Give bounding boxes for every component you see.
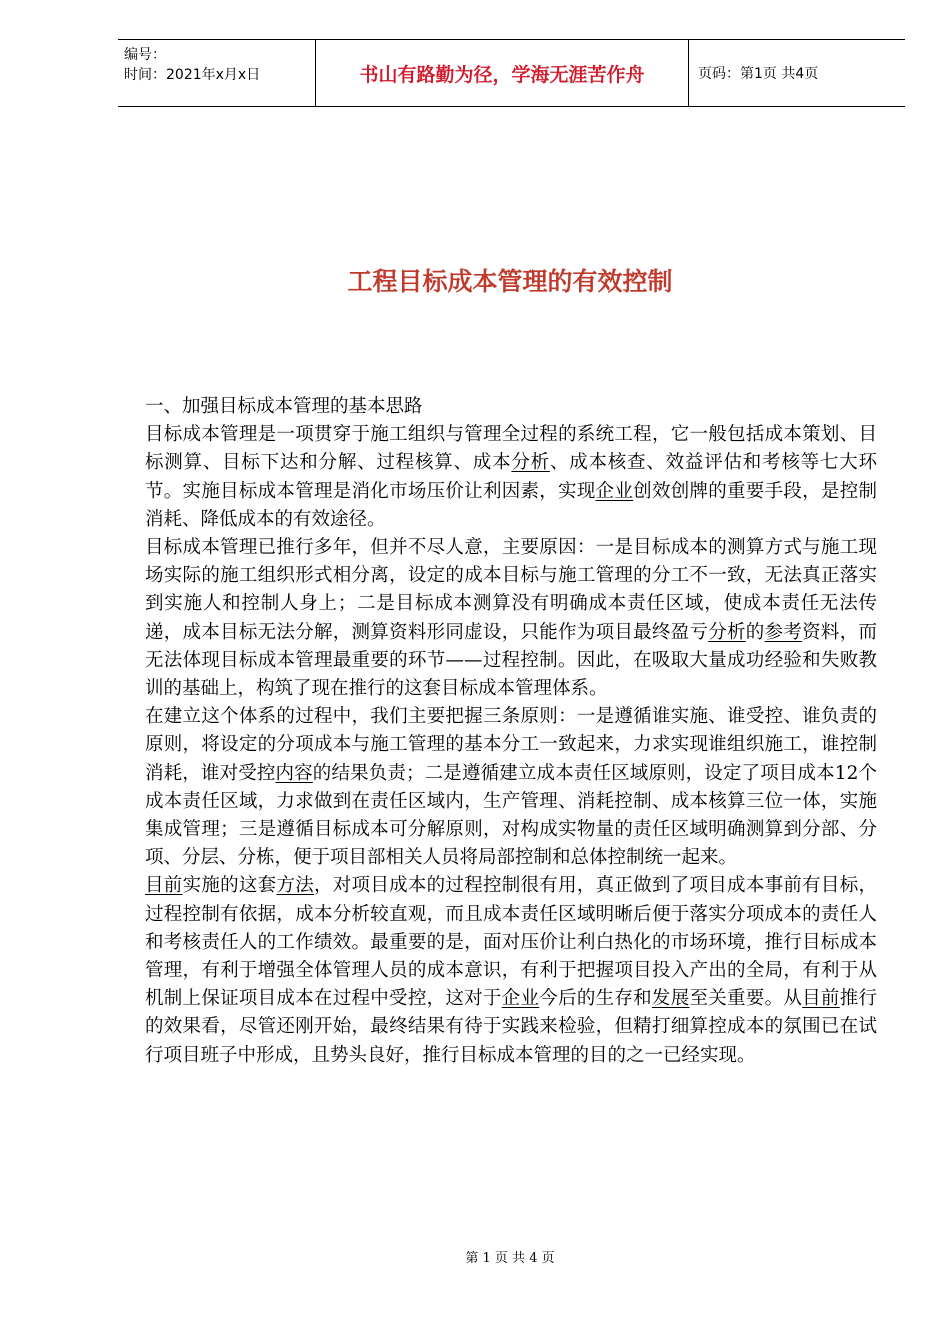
header-page-cell [689, 40, 905, 106]
number-label: 编号： [124, 47, 166, 63]
page-footer: 第 1 页 共 4 页 [465, 1251, 555, 1266]
motto: 书山有路勤为径，学海无涯苦作舟 [359, 63, 645, 86]
time-label: 时间：2021年x月x日 [124, 67, 261, 83]
underlined-term: 目前 [145, 875, 183, 897]
paragraph-text: 的 [745, 621, 765, 643]
paragraph-text: 的结果负责；二是遵循建立成本责任区域原则，设定了项目成本12个成本责任区域，力求做到在责任区域内，生产管理、消耗控制、成本核算三位一体，实施集成管理；三是遵循目标成本可分解原则，对构成实物量的责任区域明确测算到分部、分项、分层、分栋，便于项目部相关人员将局部控制和总体控制统一起来。 [145, 762, 877, 869]
body-paragraph [145, 703, 877, 872]
header-table [118, 39, 905, 107]
paragraph-text: 、成本核查、效益评估和考核等七大环节。实施目标成本管理是消化市场压价让利因素，实现 [145, 452, 877, 502]
paragraph-text: 推行的效果看，尽管还刚开始，最终结果有待于实践来检验，但精打细算控成本的氛围已在试行项目班子中形成，且势头良好，推行目标成本管理的目的之一已经实现。 [145, 988, 877, 1066]
paragraph-text: 目标成本管理是一项贯穿于施工组织与管理全过程的系统工程，它一般包括成本策划、目标测算、目标下达和分解、过程核算、成本 [145, 424, 877, 474]
page-code: 页码：第1页 共4页 [698, 66, 819, 82]
paragraph-text: 目标成本管理已推行多年，但并不尽人意，主要原因：一是目标成本的测算方式与施工现场实际的施工组织形式相分离，设定的成本目标与施工管理的分工不一致，无法真正落实到实施人和控制人身上；二是目标成本测算没有明确成本责任区域，使成本责任无法传递，成本目标无法分解，测算资料形同虚设，只能作为项目最终盈亏 [145, 537, 877, 643]
paragraph-text: 今后的生存和 [539, 988, 652, 1010]
paragraph-text: 在建立这个体系的过程中，我们主要把握三条原则：一是遵循谁实施、谁受控、谁负责的原则，将设定的分项成本与施工管理的基本分工一致起来，力求实现谁组织施工，谁控制消耗，谁对受控 [145, 706, 877, 784]
paragraph-text: 资料，而无法体现目标成本管理最重要的环节——过程控制。因此，在吸取大量成功经验和失败教训的基础上，构筑了现在推行的这套目标成本管理体系。 [145, 621, 877, 700]
underlined-term: 分析 [708, 621, 746, 643]
section-heading: 一、加强目标成本管理的基本思路 [145, 396, 423, 417]
underlined-term: 企业 [595, 480, 634, 502]
paragraph-text: 创效创牌的重要手段，是控制消耗、降低成本的有效途径。 [145, 480, 877, 530]
body-paragraph [145, 534, 877, 703]
underlined-term: 企业 [501, 988, 540, 1010]
paragraph-text: 至关重要。从 [689, 988, 803, 1010]
underlined-term: 目前 [802, 988, 840, 1010]
document-body [145, 393, 877, 1070]
underlined-term: 发展 [651, 988, 690, 1010]
paragraph-text: 实施的这套 [182, 875, 277, 897]
underlined-term: 分析 [511, 452, 550, 474]
header-meta-cell [118, 40, 316, 106]
underlined-term: 内容 [275, 762, 313, 784]
body-paragraph [145, 421, 877, 534]
body-paragraph [145, 872, 877, 1069]
header-motto-cell [316, 40, 689, 106]
underlined-term: 参考 [764, 621, 803, 643]
underlined-term: 方法 [276, 875, 314, 897]
paragraphs [145, 421, 877, 1070]
document-title: 工程目标成本管理的有效控制 [347, 267, 673, 296]
paragraph-text: ，对项目成本的过程控制很有用，真正做到了项目成本事前有目标，过程控制有依据，成本分析较直观，而且成本责任区域明晰后便于落实分项成本的责任人和考核责任人的工作绩效。最重要的是，面对压价让利白热化的市场环境，推行目标成本管理，有利于增强全体管理人员的成本意识，有利于把握项目投入产出的全局，有利于从机制上保证项目成本在过程中受控，这对于 [145, 875, 877, 1010]
